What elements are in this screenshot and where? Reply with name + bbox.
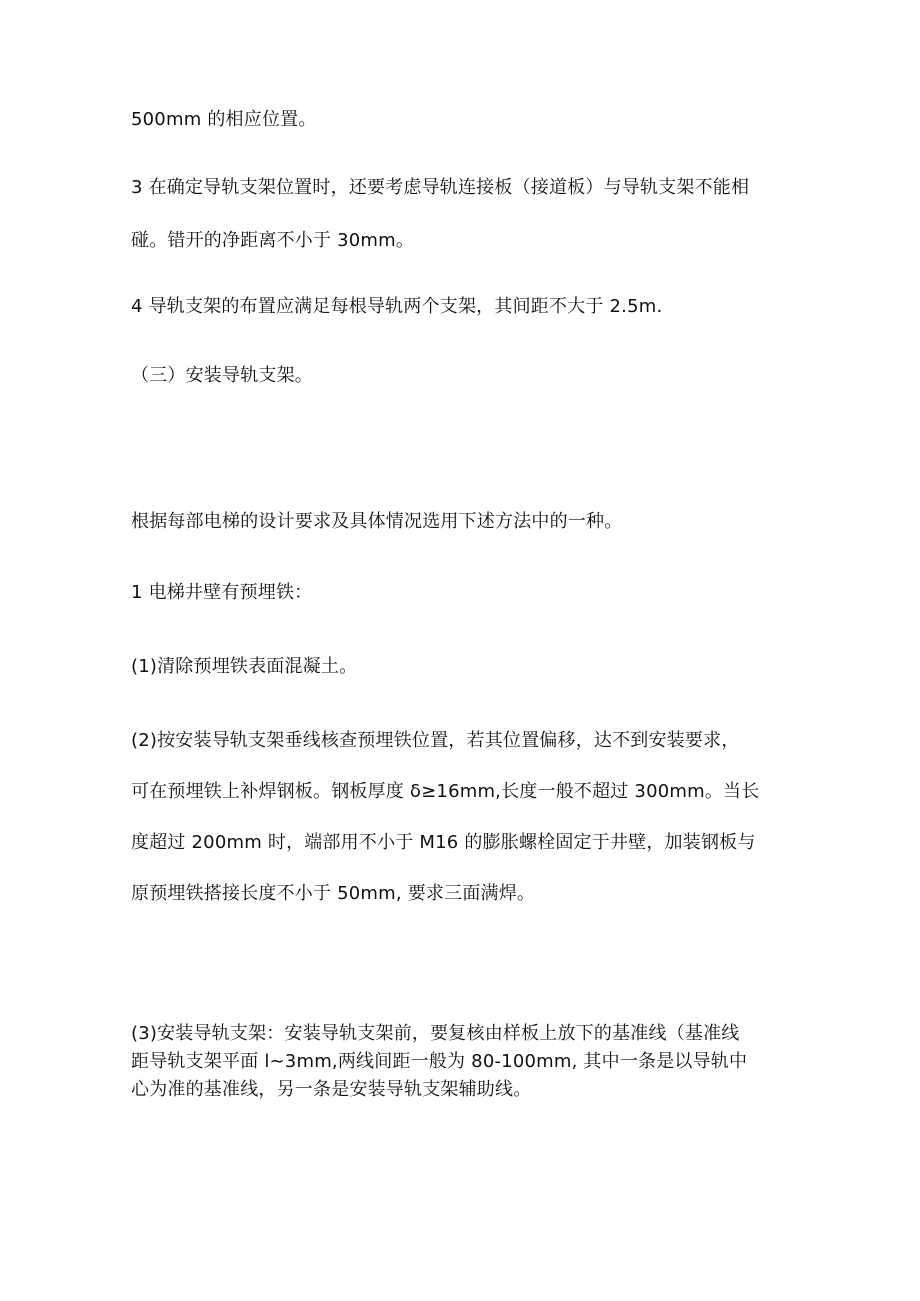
- paragraph-2: [131, 178, 801, 251]
- paragraph-8: [131, 731, 801, 904]
- text-line: 4 导轨支架的布置应满足每根导轨两个支架，其间距不大于 2.5m.: [131, 296, 663, 317]
- section-heading: [131, 366, 801, 386]
- text-line: 碰。错开的净距离不小于 30mm。: [131, 230, 415, 251]
- text-line: (3)安装导轨支架：安装导轨支架前，要复核由样板上放下的基准线（基准线: [131, 1023, 740, 1044]
- text-line: （三）安装导轨支架。: [131, 365, 313, 386]
- text-line: 500mm 的相应位置。: [131, 109, 317, 130]
- text-line: 原预埋铁搭接长度不小于 50mm, 要求三面满焊。: [131, 883, 536, 904]
- paragraph-1: [131, 110, 801, 130]
- paragraph-3: [131, 297, 801, 317]
- text-line: 可在预埋铁上补焊钢板。钢板厚度 δ≥16mm,长度一般不超过 300mm。当长: [131, 781, 760, 802]
- text-line: 度超过 200mm 时，端部用不小于 M16 的膨胀螺栓固定于井壁，加装钢板与: [131, 832, 756, 853]
- text-line: (2)按安装导轨支架垂线核查预埋铁位置，若其位置偏移，达不到安装要求，: [131, 730, 740, 751]
- text-line: 距导轨支架平面 l~3mm,两线间距一般为 80-100mm, 其中一条是以导轨中: [131, 1051, 748, 1072]
- paragraph-5: [131, 512, 801, 532]
- paragraph-7: [131, 657, 801, 677]
- text-line: 根据每部电梯的设计要求及具体情况选用下述方法中的一种。: [131, 511, 623, 532]
- text-line: (1)清除预埋铁表面混凝土。: [131, 656, 358, 677]
- text-line: 3 在确定导轨支架位置时，还要考虑导轨连接板（接道板）与导轨支架不能相: [131, 177, 750, 198]
- paragraph-9: [131, 1024, 801, 1100]
- paragraph-6: [131, 583, 801, 603]
- text-line: 心为准的基准线，另一条是安装导轨支架辅助线。: [131, 1079, 532, 1100]
- text-line: 1 电梯井壁有预埋铁：: [131, 582, 313, 603]
